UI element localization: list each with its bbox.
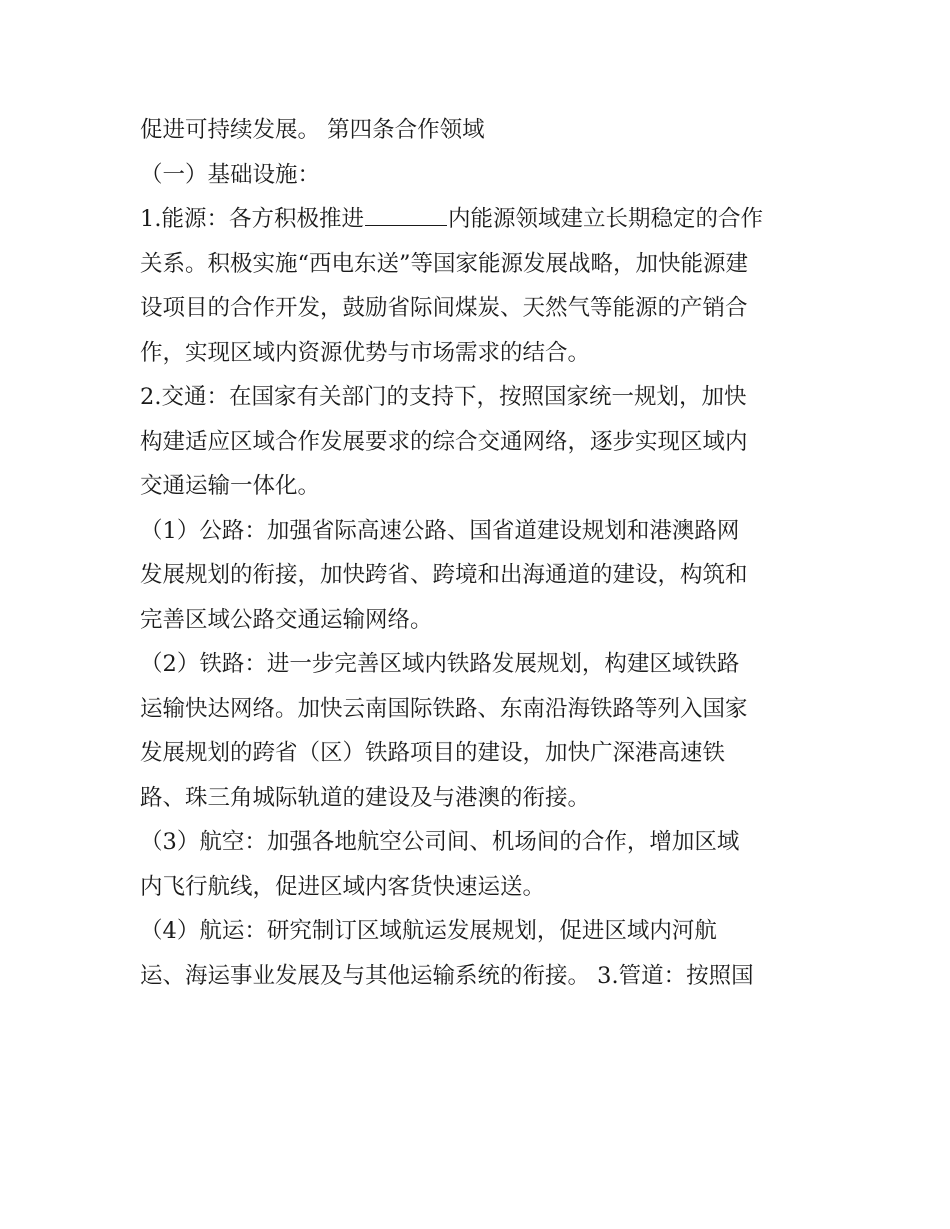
paragraph-line: 运、海运事业发展及与其他运输系统的衔接。 3.管道：按照国	[140, 962, 754, 989]
section-heading-infrastructure: （一）基础设施：	[140, 161, 321, 188]
paragraph-line: （1）公路：加强省际高速公路、国省道建设规划和港澳路网	[140, 517, 740, 544]
paragraph-line: 内飞行航线，促进区域内客货快速运送。	[140, 873, 546, 900]
paragraph-line: （4）航运：研究制订区域航运发展规划，促进区域内河航	[140, 918, 717, 944]
fill-in-blank	[365, 197, 447, 226]
document-page	[140, 108, 820, 998]
paragraph-line: 设项目的合作开发，鼓励省际间煤炭、天然气等能源的产销合	[140, 295, 748, 321]
paragraph-line: （2）铁路：进一步完善区域内铁路发展规划，构建区域铁路	[140, 651, 740, 677]
energy-text-before-blank: 1.能源：各方积极推进	[140, 206, 364, 232]
paragraph-line: 运输快达网络。加快云南国际铁路、东南沿海铁路等列入国家	[140, 695, 748, 722]
paragraph-line: 路、珠三角城际轨道的建设及与港澳的衔接。	[140, 784, 591, 811]
paragraph-line: 促进可持续发展。 第四条合作领域	[140, 117, 485, 143]
paragraph-line: 发展规划的衔接，加快跨省、跨境和出海通道的建设，构筑和	[140, 562, 748, 588]
paragraph-line-energy	[140, 197, 820, 242]
paragraph-line: 2.交通：在国家有关部门的支持下，按照国家统一规划，加快	[140, 384, 747, 410]
paragraph-line: 关系。积极实施“西电东送”等国家能源发展战略，加快能源建	[140, 250, 749, 277]
paragraph-line: 构建适应区域合作发展要求的综合交通网络，逐步实现区域内	[140, 428, 748, 455]
paragraph-line: 完善区域公路交通运输网络。	[140, 606, 433, 633]
paragraph-line: 作，实现区域内资源优势与市场需求的结合。	[140, 339, 591, 366]
paragraph-line: 交通运输一体化。	[140, 473, 321, 499]
paragraph-line: （3）航空：加强各地航空公司间、机场间的合作，增加区域	[140, 829, 740, 855]
paragraph-line: 发展规划的跨省（区）铁路项目的建设，加快广深港高速铁	[140, 740, 726, 766]
energy-text-after-blank: 内能源领域建立长期稳定的合作	[447, 206, 763, 232]
